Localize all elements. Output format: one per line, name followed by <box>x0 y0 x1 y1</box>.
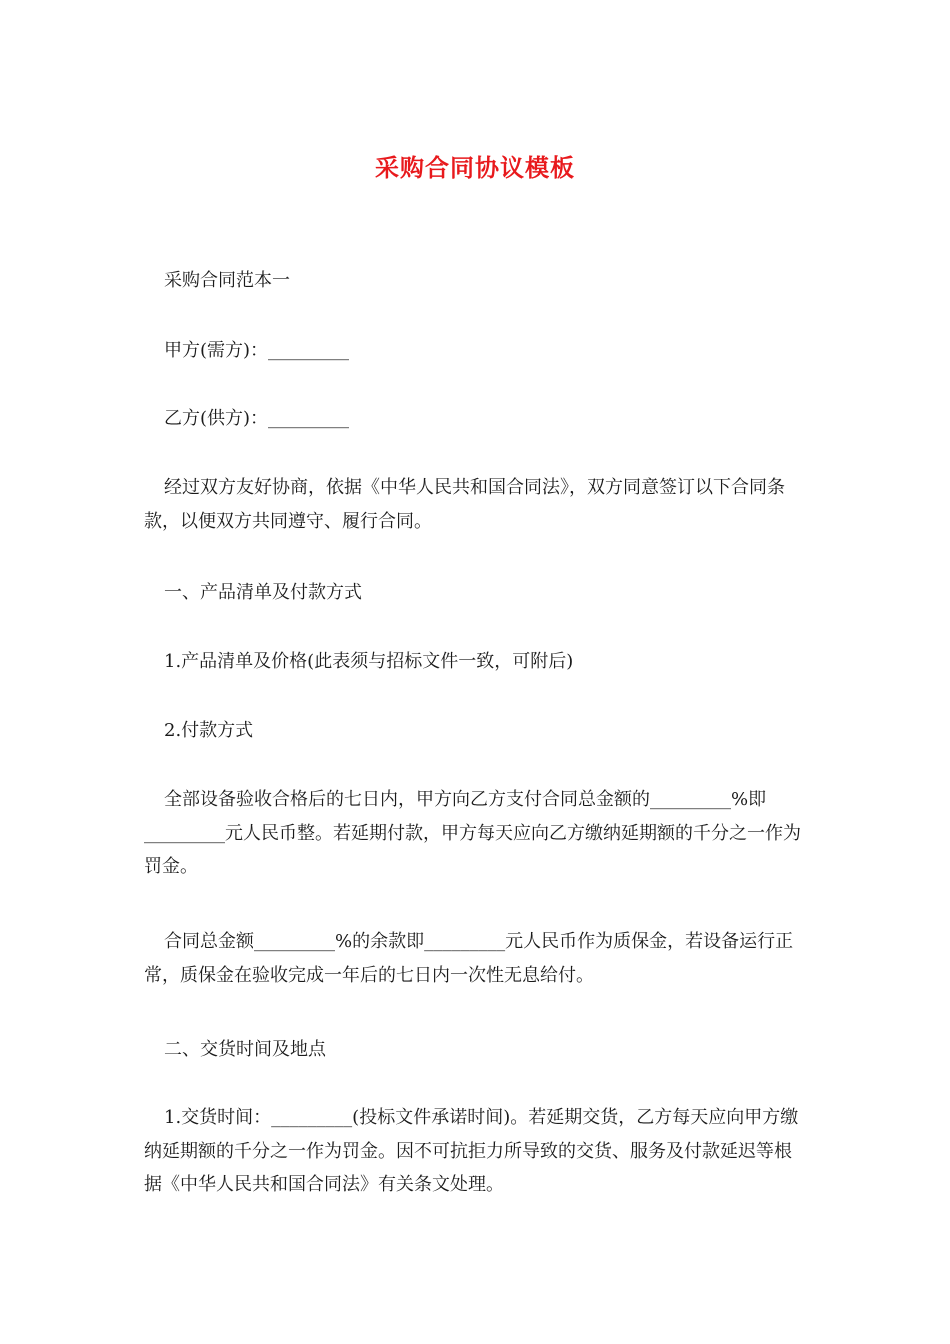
clause-1-2: 2.付款方式 <box>164 720 254 741</box>
section-1-heading: 一、产品清单及付款方式 <box>164 582 362 603</box>
clause-1-1: 1.产品清单及价格(此表须与招标文件一致，可附后) <box>164 651 574 672</box>
payment-terms-paragraph: 全部设备验收合格后的七日内，甲方向乙方支付合同总金额的_________%即_________元人民币整。若延期付款，甲方每天应向乙方缴纳延期额的千分之一作为罚金。 <box>144 789 801 877</box>
clause-2-1: 1.交货时间：_________(投标文件承诺时间)。若延期交货，乙方每天应向甲方缴纳延期额的千分之一作为罚金。因不可抗拒力所导致的交货、服务及付款延迟等根据《中华人民共和国合同法》有关条文处理。 <box>144 1107 799 1195</box>
warranty-deposit-paragraph: 合同总金额_________%的余款即_________元人民币作为质保金，若设备运行正常，质保金在验收完成一年后的七日内一次性无息给付。 <box>144 931 794 986</box>
preamble-paragraph: 经过双方友好协商，依据《中华人民共和国合同法》，双方同意签订以下合同条款，以便双方共同遵守、履行合同。 <box>144 477 785 532</box>
party-b-line: 乙方(供方)：_________ <box>164 408 350 429</box>
party-a-line: 甲方(需方)：_________ <box>164 340 350 361</box>
contract-version-heading: 采购合同范本一 <box>164 270 290 291</box>
section-2-heading: 二、交货时间及地点 <box>164 1039 326 1060</box>
document-title: 采购合同协议模板 <box>375 154 575 182</box>
